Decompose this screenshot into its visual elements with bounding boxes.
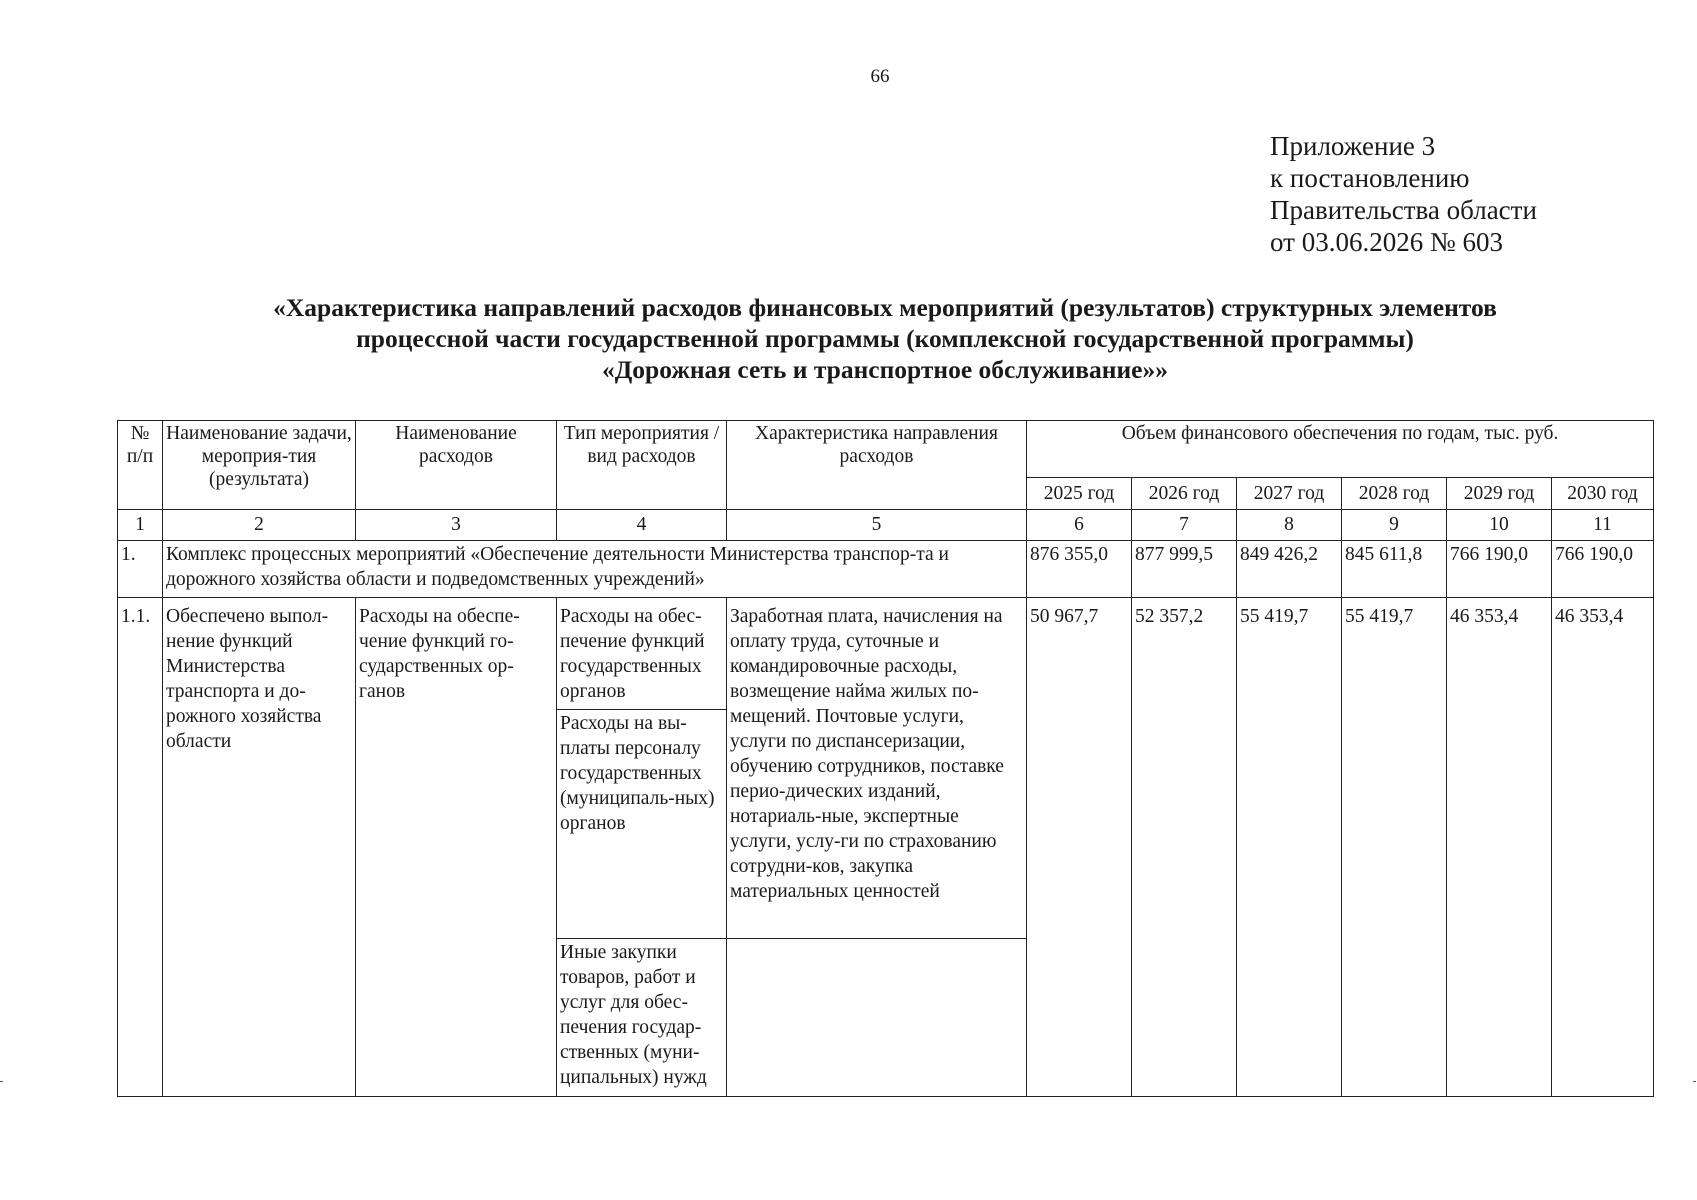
page-number: 66 bbox=[870, 66, 890, 87]
complex-activity-name: Комплекс процессных мероприятий «Обеспечение деятельности Министерства транспор-та и дорожного хозяйства области и подведомственных учреждений» bbox=[163, 541, 1027, 598]
appendix-line-2: к постановлению bbox=[1270, 163, 1470, 193]
value-2026: 877 999,5 bbox=[1132, 541, 1237, 598]
appendix-line-4: от 03.06.2026 № 603 bbox=[1270, 227, 1503, 257]
value-2029: 766 190,0 bbox=[1447, 541, 1552, 598]
column-number: 9 bbox=[1342, 510, 1447, 541]
value-2030: 46 353,4 bbox=[1552, 598, 1654, 1097]
column-number: 3 bbox=[356, 510, 557, 541]
appendix-line-1: Приложение 3 bbox=[1270, 131, 1436, 161]
appendix-block bbox=[1270, 130, 1537, 258]
value-2025: 50 967,7 bbox=[1027, 598, 1132, 1097]
header-year-2025: 2025 год bbox=[1027, 478, 1132, 510]
value-2028: 55 419,7 bbox=[1342, 598, 1447, 1097]
column-number: 6 bbox=[1027, 510, 1132, 541]
column-number-row bbox=[118, 510, 1654, 541]
left-edge-mark bbox=[0, 1081, 3, 1082]
column-number: 7 bbox=[1132, 510, 1237, 541]
value-2025: 876 355,0 bbox=[1027, 541, 1132, 598]
column-number: 8 bbox=[1237, 510, 1342, 541]
title-line-2: процессной части государственной программы (комплексной государственной программы) bbox=[356, 324, 1414, 353]
header-characteristic: Характеристика направления расходов bbox=[727, 421, 1027, 510]
column-number: 2 bbox=[163, 510, 356, 541]
table-row bbox=[118, 541, 1654, 598]
value-2026: 52 357,2 bbox=[1132, 598, 1237, 1097]
header-year-2028: 2028 год bbox=[1342, 478, 1447, 510]
row-number: 1.1. bbox=[118, 598, 163, 1097]
header-funding: Объем финансового обеспечения по годам, тыс. руб. bbox=[1027, 421, 1654, 478]
header-number: № п/п bbox=[118, 421, 163, 510]
header-year-2029: 2029 год bbox=[1447, 478, 1552, 510]
header-activity-type: Тип мероприятия / вид расходов bbox=[557, 421, 727, 510]
header-task-name: Наименование задачи, мероприя-тия (результата) bbox=[163, 421, 356, 510]
expenses-table bbox=[117, 420, 1654, 1097]
row-number: 1. bbox=[118, 541, 163, 598]
table-row bbox=[118, 598, 1654, 710]
title-line-3: «Дорожная сеть и транспортное обслуживание»» bbox=[601, 355, 1169, 384]
right-edge-mark bbox=[1693, 1081, 1696, 1082]
column-number: 11 bbox=[1552, 510, 1654, 541]
value-2027: 849 426,2 bbox=[1237, 541, 1342, 598]
header-year-2027: 2027 год bbox=[1237, 478, 1342, 510]
header-year-2030: 2030 год bbox=[1552, 478, 1654, 510]
expense-name: Расходы на обеспе-чение функций го-сударственных ор-ганов bbox=[356, 598, 557, 1097]
value-2027: 55 419,7 bbox=[1237, 598, 1342, 1097]
value-2029: 46 353,4 bbox=[1447, 598, 1552, 1097]
column-number: 10 bbox=[1447, 510, 1552, 541]
task-name: Обеспечено выпол-нение функций Министерства транспорта и до-рожного хозяйства области bbox=[163, 598, 356, 1097]
expense-characteristic: Заработная плата, начисления на оплату труда, суточные и командировочные расходы, возмещение найма жилых по-мещений. Почтовые услуги, услуги по диспансеризации, обучению сотрудников, поставке перио-дических изданий, нотариаль-ные, экспертные услуги, услу-ги по страхованию сотрудни-ков, закупка материальных ценностей bbox=[727, 598, 1027, 938]
activity-type-a: Расходы на обес-печение функций государственных органов bbox=[557, 598, 727, 710]
title-line-1: «Характеристика направлений расходов финансовых мероприятий (результатов) структурных элементов bbox=[273, 293, 1497, 322]
header-year-2026: 2026 год bbox=[1132, 478, 1237, 510]
column-number: 5 bbox=[727, 510, 1027, 541]
value-2030: 766 190,0 bbox=[1552, 541, 1654, 598]
appendix-line-3: Правительства области bbox=[1270, 195, 1537, 225]
column-number: 4 bbox=[557, 510, 727, 541]
document-title bbox=[150, 292, 1620, 385]
header-expense-name: Наименование расходов bbox=[356, 421, 557, 510]
activity-type-b: Расходы на вы-платы персоналу государственных (муниципаль-ных) органов bbox=[557, 710, 727, 938]
value-2028: 845 611,8 bbox=[1342, 541, 1447, 598]
column-number: 1 bbox=[118, 510, 163, 541]
activity-type-c: Иные закупки товаров, работ и услуг для обес-печения государ-ственных (муни-ципальных) нужд bbox=[557, 938, 727, 1096]
empty-characteristic-cell bbox=[727, 938, 1027, 1096]
